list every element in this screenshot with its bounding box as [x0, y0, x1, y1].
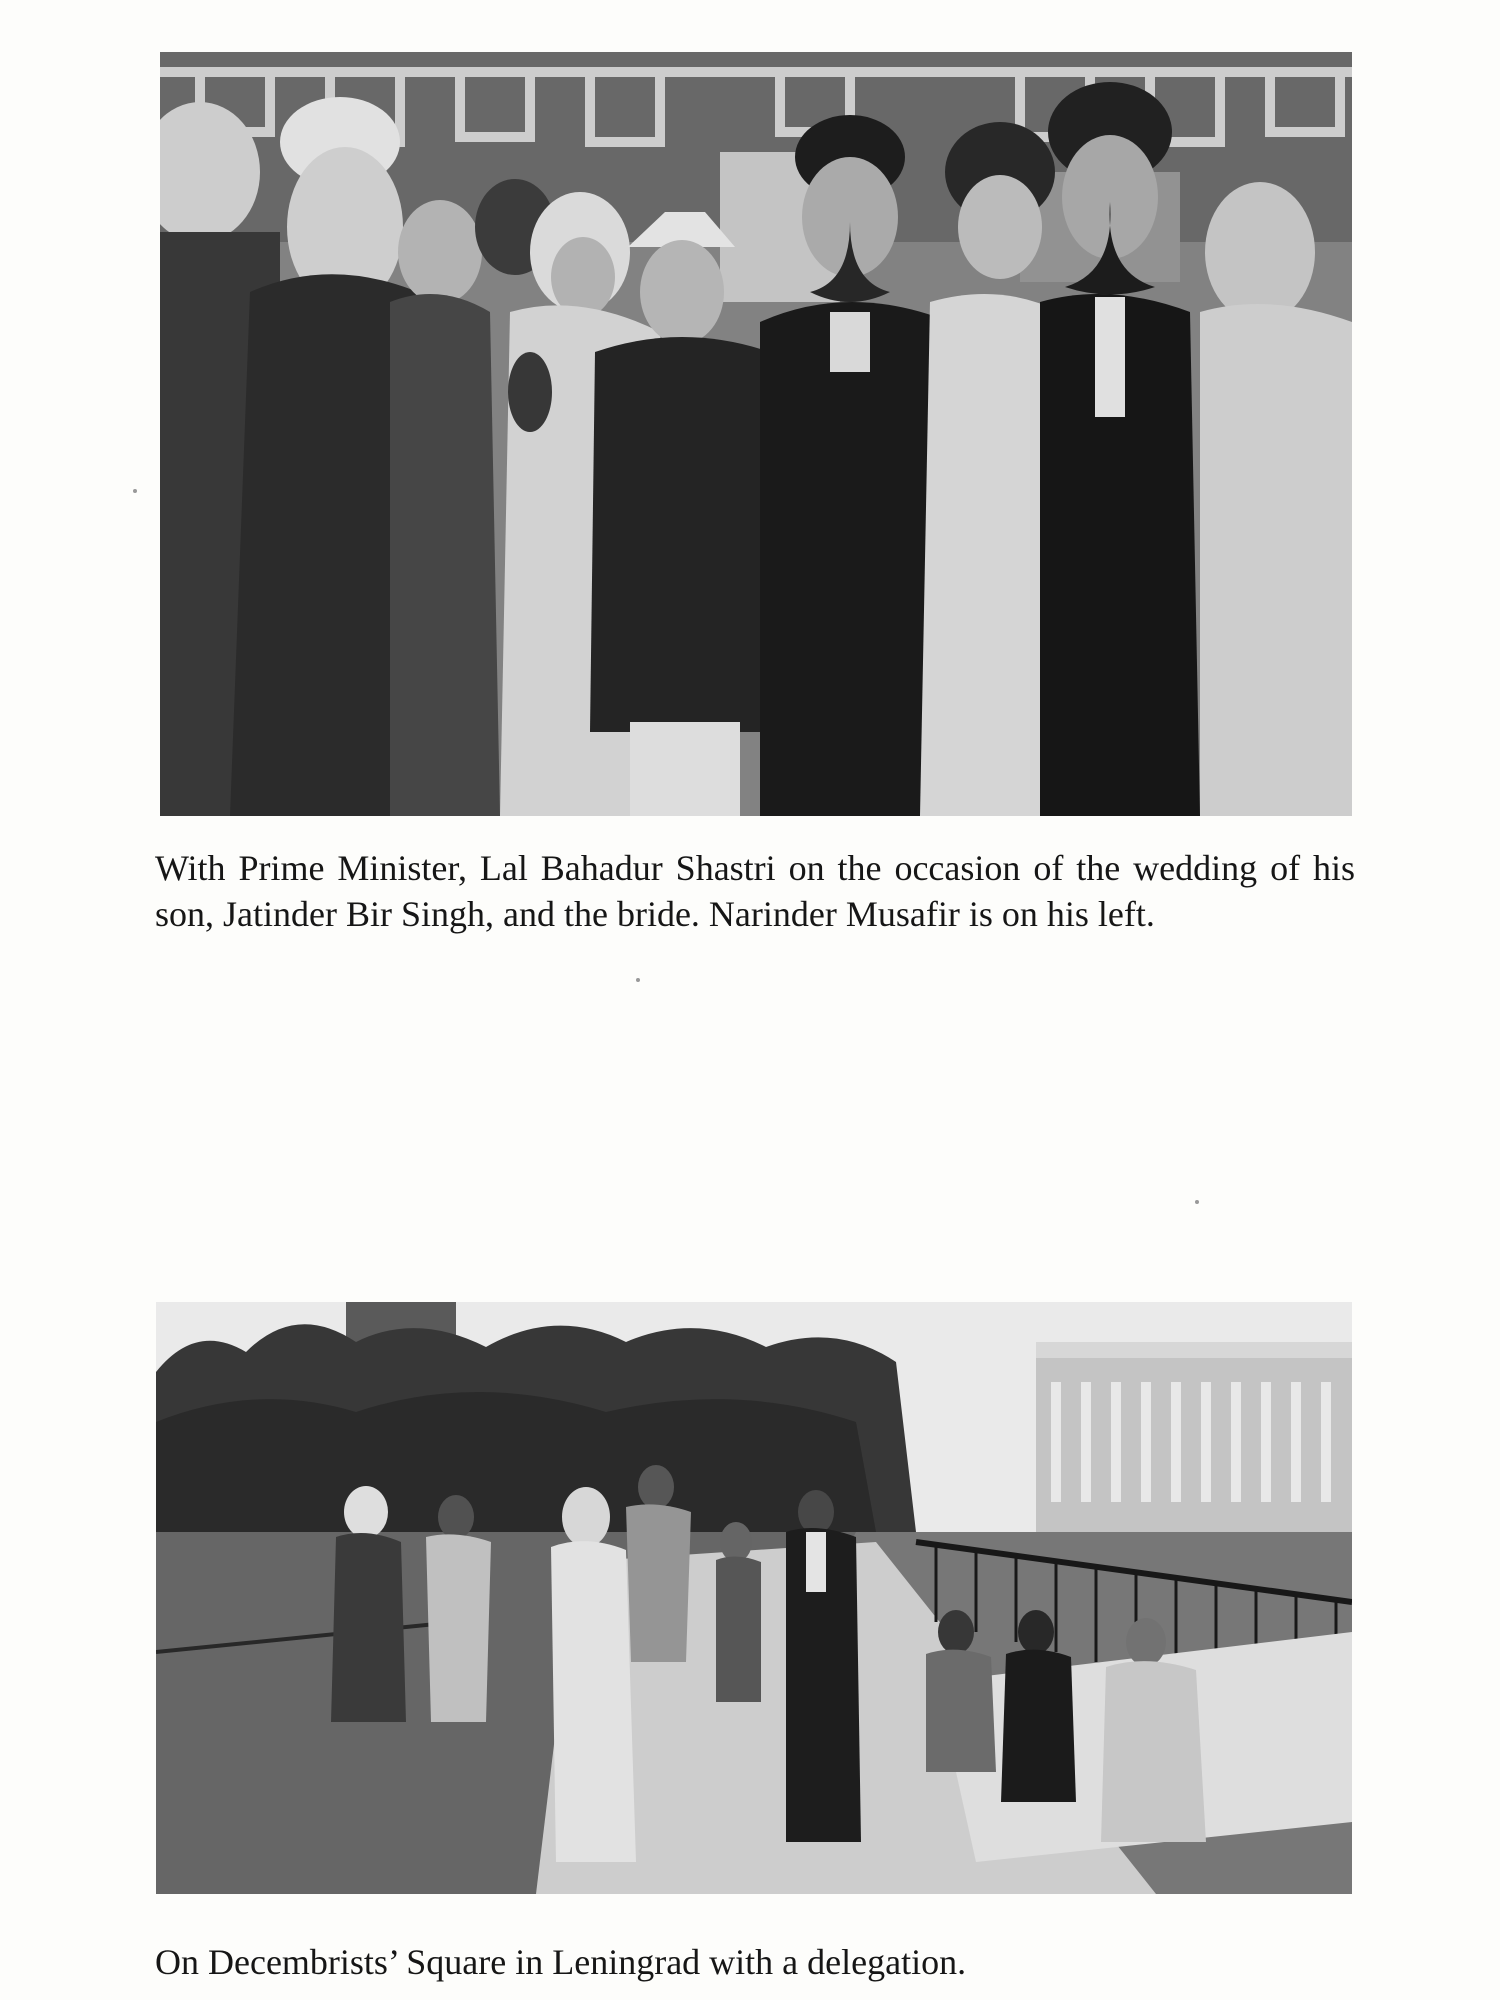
wedding-photo-illustration [160, 52, 1352, 816]
scan-speck [133, 489, 137, 493]
wedding-group-photo [160, 52, 1352, 816]
scan-speck [636, 978, 640, 982]
leningrad-photo-illustration [156, 1302, 1352, 1894]
leningrad-photo-caption: On Decembrists’ Square in Leningrad with a delegation. [155, 1942, 967, 1982]
leningrad-delegation-photo [156, 1302, 1352, 1894]
scan-speck [1195, 1200, 1199, 1204]
wedding-photo-caption: With Prime Minister, Lal Bahadur Shastri on the occasion of the wedding of his son, Jatinder Bir Singh, and the bride. Narinder Musafir is on his left. [155, 848, 1355, 934]
